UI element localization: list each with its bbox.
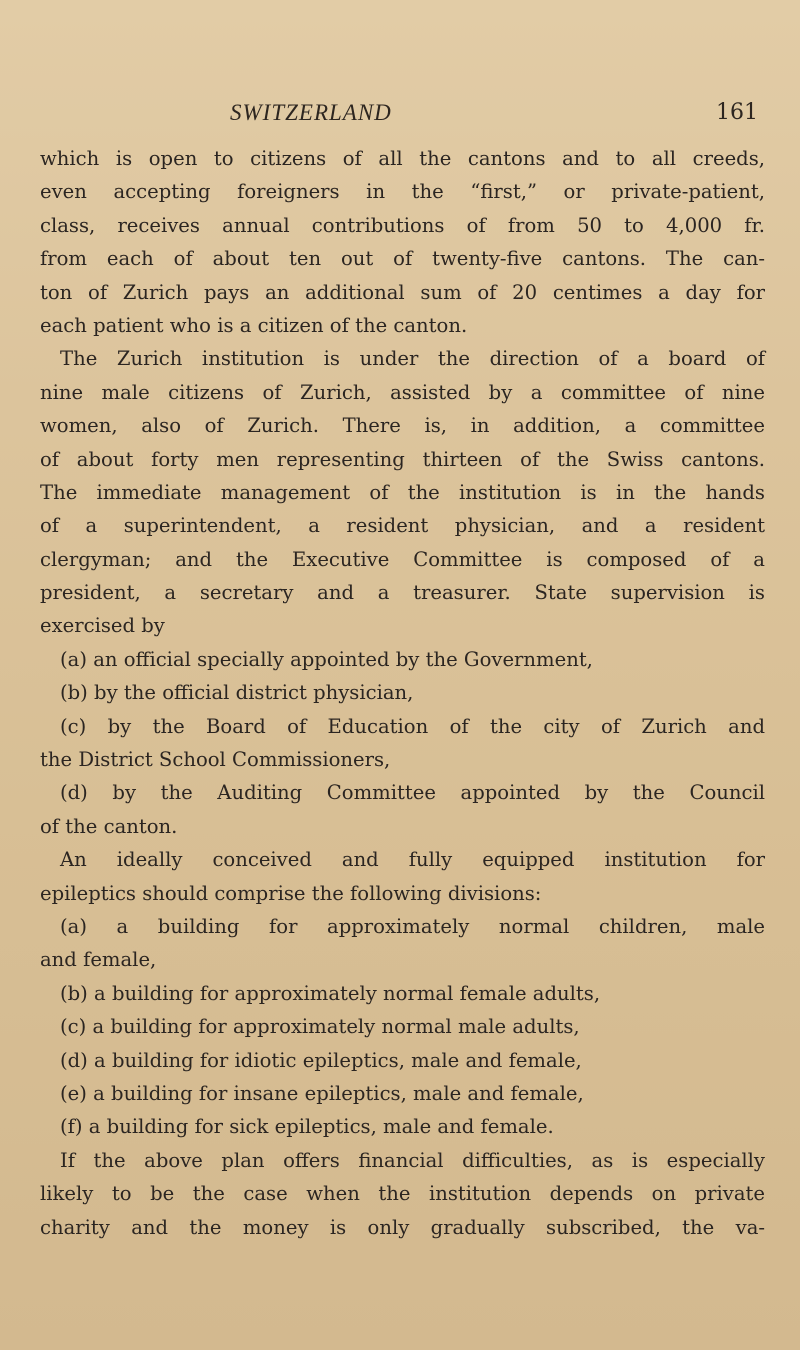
text-line: The immediate management of the institution is in the hands xyxy=(40,480,765,504)
body-text xyxy=(40,142,765,1244)
text-line: which is open to citizens of all the cantons and to all creeds, xyxy=(40,147,765,170)
text-line: class, receives annual contributions of from 50 to 4,000 fr. xyxy=(40,213,765,237)
text-line: (e) a building for insane epileptics, male and female, xyxy=(60,1081,584,1105)
text-line: nine male citizens of Zurich, assisted by a committee of nine xyxy=(40,380,765,404)
text-line: the District School Commissioners, xyxy=(40,748,391,772)
text-line: (c) by the Board of Education of the city of Zurich and xyxy=(60,714,765,738)
text-line: (b) a building for approximately normal female adults, xyxy=(60,981,601,1005)
text-line: (d) by the Auditing Committee appointed by the Council xyxy=(60,781,765,805)
text-line: women, also of Zurich. There is, in addition, a committee xyxy=(40,414,765,438)
text-line: The Zurich institution is under the direction of a board of xyxy=(60,347,765,371)
text-line: even accepting foreigners in the “first,” or private-patient, xyxy=(40,180,765,204)
text-line: charity and the money is only gradually subscribed, the va- xyxy=(40,1215,765,1239)
text-line: (c) a building for approximately normal male adults, xyxy=(60,1015,580,1039)
text-line: (a) a building for approximately normal children, male xyxy=(60,914,765,938)
text-line: An ideally conceived and fully equipped institution for xyxy=(60,848,765,872)
text-line: of about forty men representing thirteen of the Swiss cantons. xyxy=(40,447,765,471)
text-line: (b) by the official district physician, xyxy=(60,681,414,705)
text-line: exercised by xyxy=(40,614,165,638)
text-line: clergyman; and the Executive Committee is composed of a xyxy=(40,547,765,571)
text-line: likely to be the case when the institution depends on private xyxy=(40,1182,765,1206)
text-line: (d) a building for idiotic epileptics, male and female, xyxy=(60,1048,582,1072)
running-head: SWITZERLAND xyxy=(230,100,392,125)
text-line: epileptics should comprise the following divisions: xyxy=(40,881,542,905)
text-line: and female, xyxy=(40,948,157,972)
text-line: ton of Zurich pays an additional sum of 20 centimes a day for xyxy=(40,280,765,304)
text-line: from each of about ten out of twenty-five cantons. The can- xyxy=(40,247,765,271)
text-line: each patient who is a citizen of the canton. xyxy=(40,313,468,337)
text-line: president, a secretary and a treasurer. State supervision is xyxy=(40,581,765,605)
page-header xyxy=(230,100,758,132)
page-number: 161 xyxy=(716,100,758,125)
text-line: If the above plan offers financial difficulties, as is especially xyxy=(60,1148,765,1172)
text-line: (f) a building for sick epileptics, male and female. xyxy=(60,1115,554,1139)
text-line: of a superintendent, a resident physician, and a resident xyxy=(40,514,765,538)
text-line: (a) an official specially appointed by the Government, xyxy=(60,647,593,671)
text-line: of the canton. xyxy=(40,814,178,838)
